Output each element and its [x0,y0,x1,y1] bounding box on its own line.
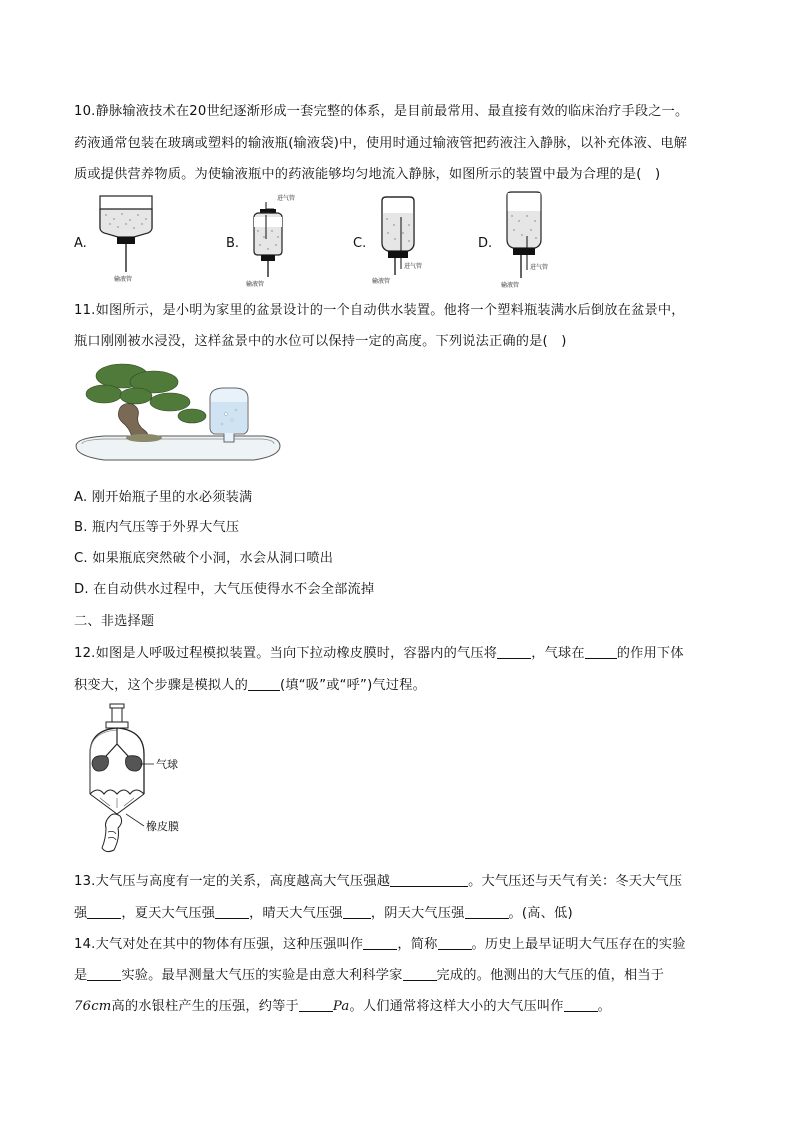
q12-blank-1 [497,645,531,659]
q10-figure-b [246,193,310,289]
q13-blank-4 [343,905,371,919]
q12-line-1 [74,645,684,663]
q10-d-infusion-label: 输液管 [501,282,520,289]
q13-text-2: 。大气压还与天气有关：冬天大气压 [468,874,683,889]
q11-option-c: C. 如果瓶底突然破个小洞，水会从洞口喷出 [74,551,334,566]
q13-text-4: ，夏天大气压强 [121,906,216,921]
q11-option-b: B. 瓶内气压等于外界大气压 [74,520,240,535]
q10-option-b-label: B. [226,236,240,251]
q14-blank-3 [87,967,121,981]
q14-height-value: 76 [74,999,92,1014]
q13-text-6: ，阴天大气压强 [370,906,465,921]
q14-text-6: 完成的。他测出的大气压的值，相当于 [436,968,665,983]
q10-option-a-label: A. [74,236,87,251]
q11-line-2: 瓶口刚刚被水浸没，这样盆景中的水位可以保持一定的高度。下列说法正确的是( ) [74,334,567,349]
q12-membrane-label: 橡皮膜 [146,820,179,833]
q12-text-2: ，气球在 [531,646,585,661]
q10-d-air-label: 进气管 [530,264,549,271]
q13-line-2 [74,905,573,923]
q12-blank-2 [585,645,617,659]
q10-figure-a [96,193,160,289]
q12-blank-3 [248,677,280,691]
q10-b-air-label: 进气管 [277,195,296,202]
q13-text-1: 13.大气压与高度有一定的关系，高度越高大气压强越 [74,874,391,889]
q10-c-air-label: 进气管 [404,263,423,270]
q14-line-1 [74,936,686,954]
q12-text-1: 12.如图是人呼吸过程模拟装置。当向下拉动橡皮膜时，容器内的气压将 [74,646,498,661]
q13-blank-2 [87,905,121,919]
q11-line-1: 11.如图所示，是小明为家里的盆景设计的一个自动供水装置。他将一个塑料瓶装满水后倒放在盆景中， [74,303,685,318]
q10-option-d-label: D. [478,236,493,251]
q11-bonsai-figure [74,358,284,470]
q13-text-3: 强 [74,906,88,921]
q12-text-3: 的作用下体 [616,646,684,661]
q13-blank-1 [390,873,468,887]
q10-line-3: 质或提供营养物质。为使输液瓶中的药液能够均匀地流入静脉，如图所示的装置中最为合理的是( ) [74,167,661,182]
q14-text-9: 。 [597,999,612,1014]
q14-line-2 [74,967,664,985]
section-heading: 二、非选择题 [74,614,155,629]
q14-text-7: 高的水银柱产生的压强，约等于 [111,999,299,1014]
q10-line-2: 药液通常包装在玻璃或塑料的输液瓶(输液袋)中，使用时通过输液管把药液注入静脉，以补充体液、电解 [74,136,688,151]
q14-blank-1 [363,936,397,950]
q14-text-3: 。历史上最早证明大气压存在的实验 [471,937,686,952]
q14-line-3 [74,998,611,1016]
q12-text-4: 积变大，这个步骤是模拟人的 [74,678,249,693]
q10-a-infusion-label: 输液管 [114,276,133,283]
q14-blank-4 [403,967,437,981]
q14-height-unit: cm [91,999,112,1014]
q10-option-c-label: C. [353,236,367,251]
q12-respiration-figure [86,702,206,860]
q11-option-d: D. 在自动供水过程中，大气压使得水不会全部流掉 [74,582,375,597]
q13-text-7: 。(高、低) [508,906,573,921]
q14-pa-unit: Pa [332,999,350,1014]
q10-b-infusion-label: 输液管 [246,281,265,288]
q12-text-5: (填“吸”或“呼”)气过程。 [280,678,426,693]
q13-text-5: ，晴天大气压强 [249,906,343,921]
q14-blank-6 [564,998,598,1012]
q14-blank-5 [299,998,333,1012]
q14-text-8: 。人们通常将这样大小的大气压叫作 [349,999,564,1014]
q14-text-1: 14.大气对处在其中的物体有压强，这种压强叫作 [74,937,364,952]
q13-line-1 [74,873,682,891]
q10-c-infusion-label: 输液管 [372,278,391,285]
q14-text-2: ，简称 [397,937,438,952]
q10-line-1: 10.静脉输液技术在20世纪逐渐形成一套完整的体系，是目前最常用、最直接有效的临床治疗手段之一。 [74,104,689,119]
q12-balloon-label: 气球 [156,758,178,771]
q14-text-4: 是 [74,968,88,983]
q12-line-2 [74,677,426,695]
q13-blank-5 [465,905,509,919]
q13-blank-3 [215,905,249,919]
q10-figure-d [497,190,561,290]
q14-blank-2 [438,936,472,950]
q11-option-a: A. 刚开始瓶子里的水必须装满 [74,490,253,505]
q14-text-5: 实验。最早测量大气压的实验是由意大利科学家 [121,968,403,983]
q10-figure-c [370,193,434,289]
